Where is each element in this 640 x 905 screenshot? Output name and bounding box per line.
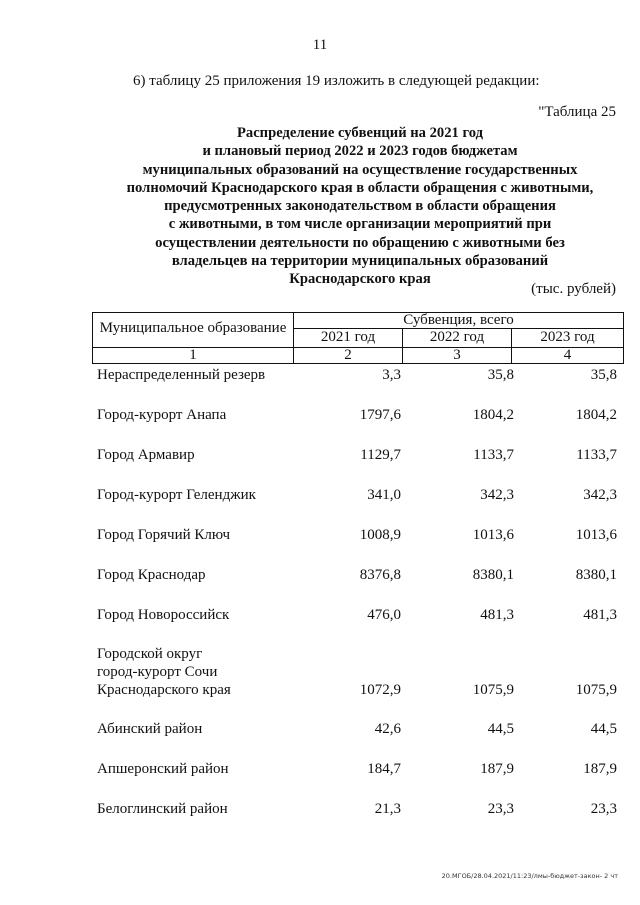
header-vline-right [623,312,624,364]
table-row [97,760,617,778]
header-year-2022: 2022 год [429,329,485,345]
table-row [97,566,617,584]
value-2023: 187,9 [583,761,617,777]
title-line: Распределение субвенций на 2021 год [236,125,483,141]
table-title [90,124,630,289]
value-2022: 1075,9 [472,682,514,698]
value-2021: 1129,7 [360,447,401,463]
table-reference: "Таблица 25 [538,104,616,120]
value-2021: 21,3 [374,801,401,817]
header-col-group: Субвенция, всего [403,312,514,328]
value-2021: 42,6 [374,721,401,737]
value-2022: 1133,7 [473,447,514,463]
title-line: и плановый период 2022 и 2023 годов бюджетам [202,143,518,160]
value-2023: 35,8 [590,367,617,383]
value-2021: 1072,9 [359,682,401,698]
municipality-name [97,406,226,424]
table-row [97,446,617,464]
value-2023: 1804,2 [575,407,617,423]
municipality-name-line: Абинский район [97,721,203,737]
value-2022: 187,9 [480,761,514,777]
value-2023: 342,3 [583,487,617,503]
municipality-name [97,645,231,699]
intro-text: 6) таблицу 25 приложения 19 изложить в следующей редакции: [133,73,540,89]
value-2022: 35,8 [487,367,514,383]
header-colnum-1: 1 [189,347,197,363]
table-row [97,720,617,738]
municipality-name [97,366,265,384]
municipality-name-line: Белоглинский район [97,801,228,817]
value-2023: 44,5 [590,721,617,737]
title-line: предусмотренных законодательством в области обращения [164,198,556,215]
title-line: владельцев на территории муниципальных образований [171,253,549,270]
table-row [97,526,617,544]
municipality-name-line: Город Краснодар [97,567,206,583]
municipality-name [97,526,230,544]
table-row [97,606,617,624]
value-2023: 23,3 [590,801,617,817]
municipality-name-line: Город-курорт Геленджик [97,487,256,503]
value-2021: 1797,6 [359,407,401,423]
table-row [97,366,617,384]
value-2022: 342,3 [480,487,514,503]
value-2022: 23,3 [487,801,514,817]
title-line: осуществлении деятельности по обращению с животными без [155,234,565,251]
units-label: (тыс. рублей) [531,281,616,297]
value-2021: 3,3 [382,367,401,383]
municipality-name [97,566,206,584]
header-colnum-2: 2 [344,347,352,363]
title-line: муниципальных образований на осуществление государственных [142,161,578,178]
value-2023: 1075,9 [575,682,617,698]
municipality-name-line: Нераспределенный резерв [97,367,266,383]
municipality-name-line: Город-курорт Анапа [97,407,227,423]
municipality-name [97,446,195,464]
value-2022: 1013,6 [472,527,514,543]
title-line: полномочий Краснодарского края в области обращения с животными, [126,179,594,196]
value-2022: 8380,1 [472,567,514,583]
table-row [97,486,617,504]
footer-stamp: 20.МГОБ/28.04.2021/11:23/лмы-бюджет-закон- 2 чт [441,872,618,880]
page-number: 11 [312,37,328,53]
municipality-name-line: Городской округ [97,646,203,662]
header-colnum-4: 4 [563,347,572,363]
value-2023: 1133,7 [576,447,617,463]
municipality-name-line: Апшеронский район [97,761,229,777]
municipality-name-line: Город Горячий Ключ [97,527,231,543]
municipality-name [97,760,229,778]
header-year-2021: 2021 год [320,329,376,345]
value-2021: 184,7 [367,761,401,777]
value-2022: 481,3 [480,607,514,623]
municipality-name-line: Город Армавир [97,447,195,463]
value-2022: 1804,2 [472,407,514,423]
title-line: с животными, в том числе организации мероприятий при [168,216,552,233]
header-col-name: Муниципальное образование [99,320,287,336]
table-row [97,406,617,424]
table-row [97,800,617,818]
value-2021: 1008,9 [359,527,401,543]
value-2021: 341,0 [367,487,401,503]
value-2023: 481,3 [583,607,617,623]
value-2023: 1013,6 [575,527,617,543]
value-2021: 476,0 [367,607,401,623]
value-2023: 8380,1 [575,567,617,583]
municipality-name [97,486,256,504]
value-2022: 44,5 [487,721,514,737]
title-line: Краснодарского края [289,271,431,288]
value-2021: 8376,8 [359,567,401,583]
municipality-name [97,800,228,818]
municipality-name [97,606,229,624]
header-colnum-3: 3 [453,347,461,363]
header-year-2023: 2023 год [540,329,595,345]
municipality-name-line: Город Новороссийск [97,607,230,623]
municipality-name-line: Краснодарского края [97,682,231,698]
table-row [97,645,617,699]
municipality-name [97,720,202,738]
municipality-name-line: город-курорт Сочи [97,664,218,680]
